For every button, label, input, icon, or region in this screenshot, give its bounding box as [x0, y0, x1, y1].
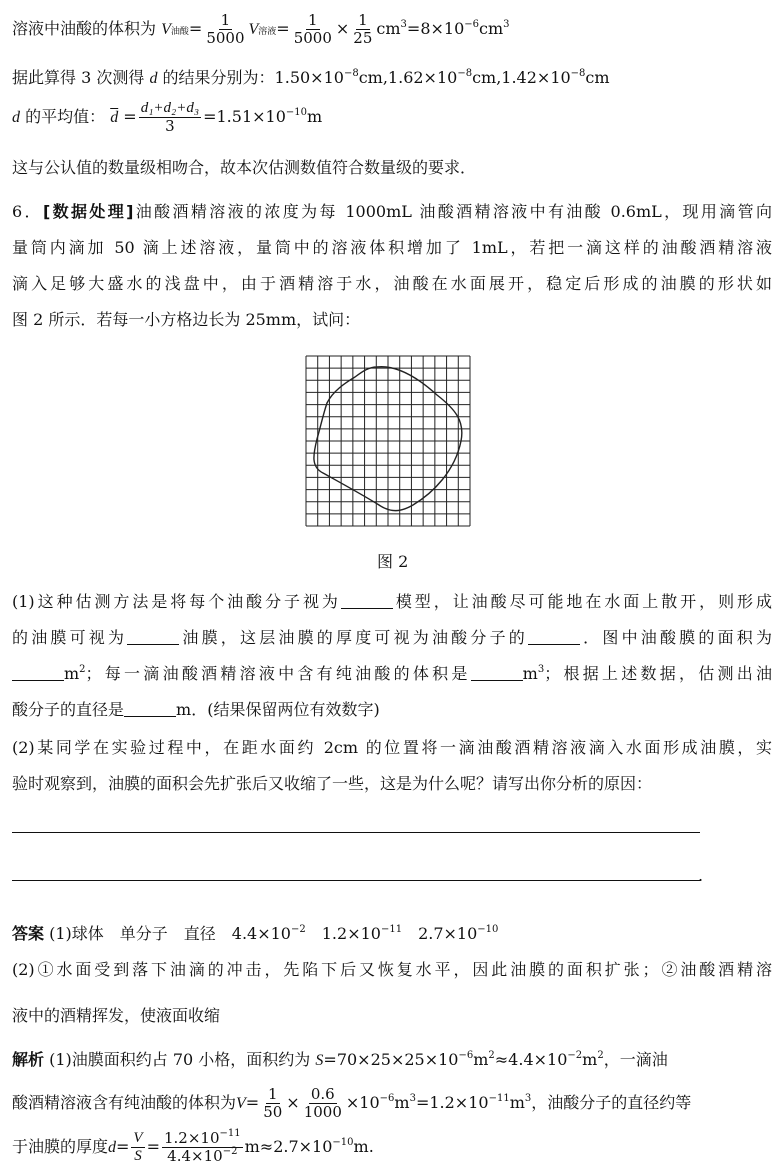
analysis-line1: 解析 (1)油膜面积约占 70 小格，面积约为 $S=70\times 25\times 25\times 10^{-6}m^2\approx 4.4\times 10^{-2}m^2$，一滴油 — [12, 1050, 668, 1069]
blank-volume[interactable] — [471, 666, 523, 681]
oil-film-grid-figure — [305, 355, 471, 527]
answer-part2-line1: (2)①水面受到落下油滴的冲击，先陷下后又恢复水平，因此油膜的面积扩张；②油酸酒精溶 — [12, 960, 772, 979]
question-6-line3: 滴入足够大盛水的浅盘中，由于酒精溶于水，油酸在水面展开，稳定后形成的油膜的形状如 — [12, 274, 772, 293]
average-formula: d 的平均值： $\overline{d}$ = $\frac{\text{d₁+d₂+d₃}}{3}$ $=1.51\times 10^{-10}m$ — [12, 100, 323, 135]
part1-line2: 的油膜可视为 油膜，这层油膜的厚度可视为油酸分子的 ．图中油酸膜的面积为 — [12, 628, 772, 647]
part1-line3: $m^2$；每一滴油酸酒精溶液中含有纯油酸的体积是 $m^3$；根据上述数据，估测出油 — [12, 664, 772, 684]
part1-line4: 酸分子的直径是 m．(结果保留两位有效数字) — [12, 700, 380, 719]
part2-line2: 验时观察到，油膜的面积会先扩张后又收缩了一些，这是为什么呢？请写出你分析的原因： — [12, 774, 653, 793]
question-6-line4: 图 2 所示．若每一小方格边长为 25mm，试问： — [12, 310, 361, 329]
question-6-line2: 量筒内滴加 50 滴上述溶液，量筒中的溶液体积增加了 1mL，若把一滴这样的油酸酒精溶液 — [12, 238, 772, 257]
part1-line1: (1)这种估测方法是将每个油酸分子视为 模型，让油酸尽可能地在水面上散开，则形成 — [12, 592, 772, 611]
results-line: 据此算得 3 次测得 d 的结果分别为：$1.50\times 10^{-8}cm,1.62\times 10^{-8}cm,1.42\times 10^{-8}cm$ — [12, 68, 610, 87]
blank-film-type[interactable] — [127, 630, 179, 645]
answer-end-mark: . — [698, 866, 704, 885]
part2-line1: (2)某同学在实验过程中，在距水面约 2cm 的位置将一滴油酸酒精溶液滴入水面形成油膜，实 — [12, 738, 772, 757]
conclusion-line: 这与公认值的数量级相吻合，故本次估测数值符合数量级的要求． — [12, 158, 477, 177]
grid-lines — [306, 356, 470, 526]
answer-line: 答案 (1)球体 单分子 直径 $4.4\times 10^{-2}$ $1.2\times 10^{-11}$ $2.7\times 10^{-10}$ — [12, 924, 499, 943]
blank-model[interactable] — [341, 594, 393, 609]
blank-diameter[interactable] — [124, 702, 176, 717]
analysis-line3: 于油膜的厚度d= $\frac{V}{S}$ = $\frac{1.2\times 10^{-11}}{4.4\times 10^{-2}}$ $m\approx 2.7\times 10^{-10}m$. — [12, 1128, 374, 1165]
answer-line-2[interactable] — [12, 880, 700, 881]
blank-area[interactable] — [12, 666, 64, 681]
question-6-line1: 6．[数据处理]油酸酒精溶液的浓度为每 1000mL 油酸酒精溶液中有油酸 0.6mL，现用滴管向 — [12, 202, 772, 221]
figure-caption: 图 2 — [377, 552, 409, 571]
answer-part2-line2: 液中的酒精挥发，使液面收缩 — [12, 1006, 221, 1025]
formula-oil-volume: 溶液中油酸的体积为 V油酸= $\frac{1}{5000}$ V溶液= $\frac{1}{5000}$ × $\frac{1}{25}$ $cm^3=8\times 10^{-6}cm^3$ — [12, 11, 510, 47]
analysis-label: 解析 — [12, 1050, 45, 1069]
answer-label: 答案 — [12, 924, 45, 943]
answer-line-1[interactable] — [12, 832, 700, 833]
analysis-line2: 酸酒精溶液含有纯油酸的体积为V= $\frac{1}{50}$ × $\frac{0.6}{1000}$ $\times 10^{-6}m^3=1.2\times 10^{-11}m^3$，油酸分子的直径约等 — [12, 1085, 692, 1121]
blank-thickness[interactable] — [528, 630, 580, 645]
